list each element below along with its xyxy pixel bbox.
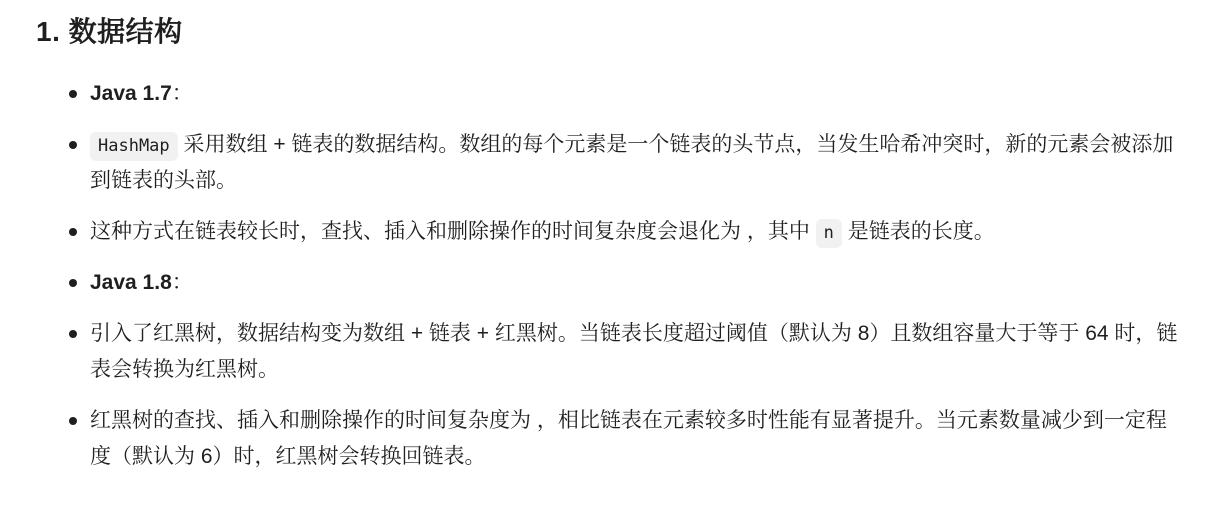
inline-code-hashmap: HashMap <box>90 132 178 161</box>
list-item-redblack-complexity <box>36 403 1180 475</box>
bullet-marker <box>69 228 77 236</box>
bullet-marker <box>69 90 77 98</box>
list-item-hashmap-structure <box>36 127 1180 199</box>
bullet-marker <box>69 279 77 287</box>
list-item-text: ： <box>171 271 193 294</box>
bullet-list <box>36 76 1180 475</box>
list-item-java-18 <box>36 265 1180 301</box>
list-item-java-17 <box>36 76 1180 112</box>
bold-text: Java 1.8 <box>90 271 172 294</box>
bullet-marker <box>69 330 77 338</box>
section-heading: 1. 数据结构 <box>36 16 183 47</box>
list-item-degrade-complexity <box>36 214 1180 250</box>
bold-text: Java 1.7 <box>90 82 172 105</box>
inline-code-n: n <box>816 219 842 248</box>
list-item-text: ： <box>171 82 193 105</box>
list-item-text: 红黑树的查找、插入和删除操作的时间复杂度为 ，相比链表在元素较多时性能有显著提升。当元素数量减少到一定程度（默认为 6）时，红黑树会转换回链表。 <box>90 409 1167 468</box>
list-item-text: 是链表的长度。 <box>841 220 995 243</box>
list-item-text: 引入了红黑树，数据结构变为数组 + 链表 + 红黑树。当链表长度超过阈值（默认为 8）且数组容量大于等于 64 时，链表会转换为红黑树。 <box>90 322 1178 381</box>
bullet-marker <box>69 417 77 425</box>
list-item-redblack-intro <box>36 316 1180 388</box>
list-item-text: 这种方式在链表较长时，查找、插入和删除操作的时间复杂度会退化为 ，其中 <box>90 220 816 243</box>
bullet-marker <box>69 141 77 149</box>
list-item-text: 采用数组 + 链表的数据结构。数组的每个元素是一个链表的头节点，当发生哈希冲突时，新的元素会被添加到链表的头部。 <box>90 133 1174 192</box>
